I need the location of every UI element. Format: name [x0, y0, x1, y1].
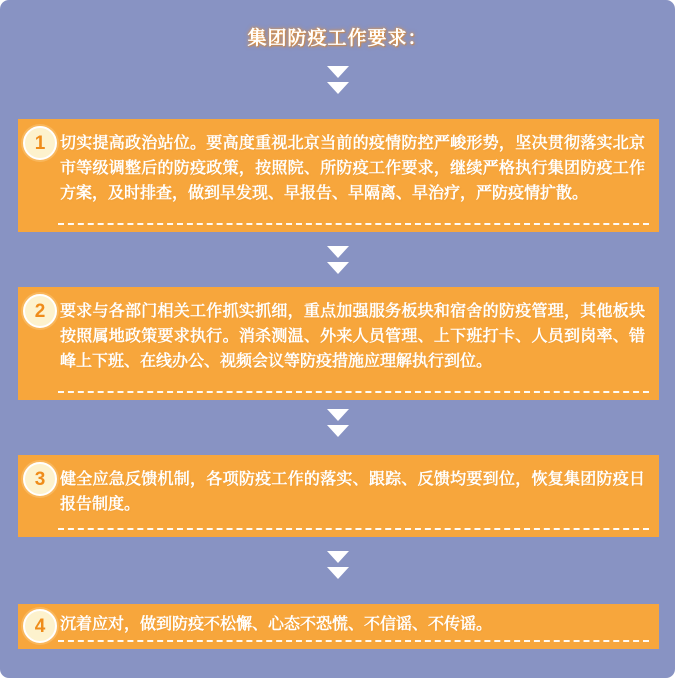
requirement-text-3: 健全应急反馈机制，各项防疫工作的落实、跟踪、反馈均要到位，恢复集团防疫日报告制度。: [60, 471, 645, 513]
page-title: 集团防疫工作要求：: [247, 28, 428, 49]
step-number: 1: [34, 132, 46, 154]
chevron-down-icon: [327, 551, 349, 563]
chevron-down-icon: [327, 66, 349, 78]
step-number: 2: [34, 300, 46, 322]
requirement-box-3: [18, 455, 659, 537]
step-number-badge-1: [23, 126, 57, 160]
requirement-text-2: 要求与各部门相关工作抓实抓细，重点加强服务板块和宿舍的防疫管理，其他板块按照属地政策要求执行。消杀测温、外来人员管理、上下班打卡、人员到岗率、错峰上下班、在线办公、视频会议等防疫措施应理解执行到位。: [60, 303, 645, 370]
down-chevrons-icon: [326, 66, 350, 94]
step-number-badge-4: [23, 609, 57, 643]
chevron-down-icon: [327, 82, 349, 94]
down-chevrons-icon: [326, 551, 350, 579]
dashed-divider: [58, 391, 649, 393]
down-chevrons-icon: [326, 246, 350, 274]
down-chevrons-icon: [326, 409, 350, 437]
chevron-down-icon: [327, 425, 349, 437]
requirement-box-4: [18, 604, 659, 649]
chevron-down-icon: [327, 409, 349, 421]
requirement-box-2: [18, 287, 659, 400]
chevron-down-icon: [327, 262, 349, 274]
requirement-text-4: 沉着应对，做到防疫不松懈、心态不恐慌、不信谣、不传谣。: [60, 616, 493, 633]
requirement-box-1: [18, 119, 659, 232]
dashed-divider: [58, 223, 649, 225]
chevron-down-icon: [327, 246, 349, 258]
dashed-divider: [58, 640, 649, 642]
chevron-down-icon: [327, 567, 349, 579]
step-number-badge-3: [23, 462, 57, 496]
step-number: 3: [34, 468, 46, 490]
requirement-text-1: 切实提高政治站位。要高度重视北京当前的疫情防控严峻形势，坚决贯彻落实北京市等级调整后的防疫政策，按照院、所防疫工作要求，继续严格执行集团防疫工作方案，及时排查，做到早发现、早报告、早隔离、早治疗，严防疫情扩散。: [60, 135, 645, 202]
step-number: 4: [34, 615, 46, 637]
dashed-divider: [58, 528, 649, 530]
step-number-badge-2: [23, 294, 57, 328]
